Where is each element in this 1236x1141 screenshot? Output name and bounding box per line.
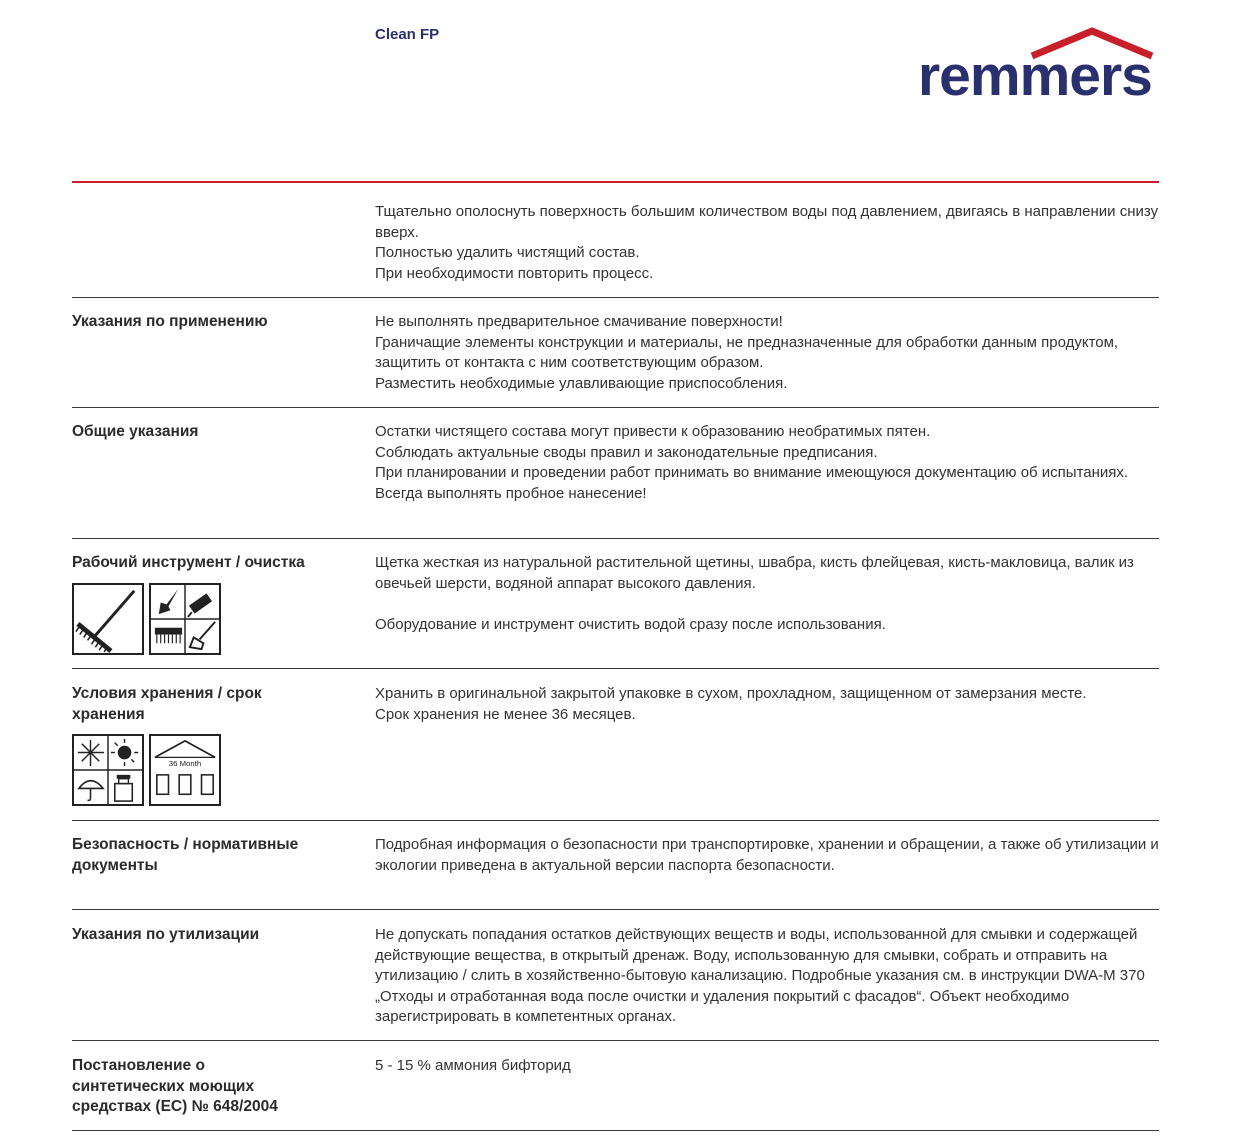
broom-icon	[72, 583, 144, 655]
text-line: Не выполнять предварительное смачивание поверхности!	[375, 313, 783, 330]
shelf-life-months: 36 Month	[168, 759, 202, 769]
section-label: Указания по утилизации	[72, 926, 260, 943]
section-general	[72, 422, 1159, 539]
section-label: Постановление о синтетических моющих средствах (ЕС) № 648/2004	[72, 1057, 278, 1115]
section-text	[375, 1056, 1160, 1077]
text-line: Не допускать попадания остатков действующих веществ и воды, использованной для смывки и содержащей действующие вещества, в открытый дренаж. Воду, использованную для смывки, собрать и отправить на утилизацию / слить в хозяйственно-бытовую канализацию. Подробные указания см. в инструкции DWA-M 370 „Отходы и отработанная вода после очистки и удаления покрытий с фасадов“. Объект необходимо зарегистрировать в компетентных органах.	[375, 926, 1145, 1026]
product-title: Clean FP	[375, 26, 440, 43]
section-label: Рабочий инструмент / очистка	[72, 554, 305, 571]
shelf-life-icon	[149, 734, 221, 806]
section-text	[375, 312, 1160, 394]
text-line: Остатки чистящего состава могут привести к образованию необратимых пятен.	[375, 423, 931, 440]
section-label: Общие указания	[72, 423, 199, 440]
text-line: При планировании и проведении работ принимать во внимание имеющуюся документацию об испытаниях.	[375, 464, 1129, 482]
spacer	[375, 594, 1160, 615]
text-line: Подробная информация о безопасности при транспортировке, хранении и обращении, а также об утилизации и экологии приведена в актуальной версии паспорта безопасности.	[375, 836, 1159, 874]
text-line: Щетка жесткая из натуральной растительной щетины, швабра, кисть флейцевая, кисть-макловица, валик из овечьей шерсти, водяной аппарат высокого давления.	[375, 554, 1134, 592]
section-storage	[72, 684, 1159, 821]
text-line: Соблюдать актуальные своды правил и законодательные предписания.	[375, 443, 878, 461]
section-text	[375, 925, 1160, 1028]
section-disposal	[72, 925, 1159, 1041]
section-label: Указания по применению	[72, 313, 268, 330]
brush-tools-icon	[149, 583, 221, 655]
intro-section	[72, 202, 1159, 298]
intro-text	[375, 202, 1160, 284]
text-line: Граничащие элементы конструкции и материалы, не предназначенные для обработки данным продуктом, защитить от контакта с ним соответствующим образом.	[375, 333, 1119, 372]
intro-line: Тщательно ополоснуть поверхность большим количеством воды под давлением, двигаясь в направлении снизу вверх.	[375, 203, 1159, 241]
text-line: Срок хранения не менее 36 месяцев.	[375, 705, 636, 723]
text-line: Хранить в оригинальной закрытой упаковке в сухом, прохладном, защищенном от замерзания месте.	[375, 685, 1087, 702]
section-label: Условия хранения / срок хранения	[72, 685, 262, 723]
storage-conditions-icon	[72, 734, 144, 806]
section-text	[375, 422, 1160, 504]
text-line: Оборудование и инструмент очистить водой сразу после использования.	[375, 615, 886, 633]
text-line: Всегда выполнять пробное нанесение!	[375, 484, 647, 502]
intro-line: Полностью удалить чистящий состав.	[375, 244, 640, 262]
section-text	[375, 553, 1160, 635]
section-label: Безопасность / нормативные документы	[72, 836, 299, 874]
brand-logo	[918, 26, 1163, 108]
text-line: 5 - 15 % аммония бифторид	[375, 1057, 571, 1074]
section-tools	[72, 553, 1159, 669]
brand-wordmark: remmers	[918, 44, 1152, 108]
section-text	[375, 835, 1160, 876]
text-line: Разместить необходимые улавливающие приспособления.	[375, 374, 788, 392]
section-application	[72, 312, 1159, 408]
header-divider	[72, 181, 1159, 183]
section-safety	[72, 835, 1159, 910]
intro-line: При необходимости повторить процесс.	[375, 264, 654, 282]
section-text	[375, 684, 1160, 725]
section-regulation	[72, 1056, 1159, 1131]
